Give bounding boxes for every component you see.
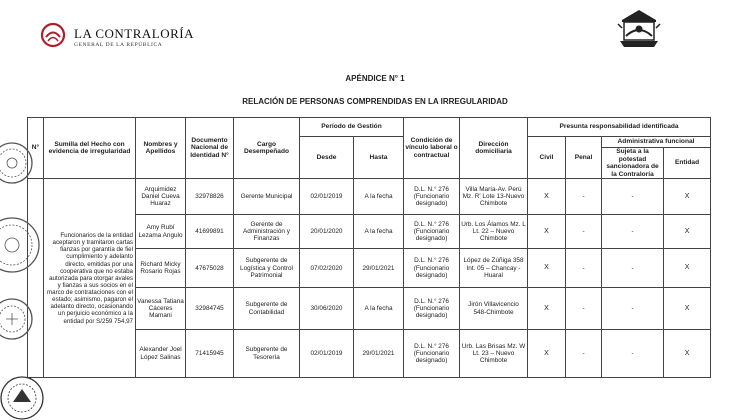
cell-dni: 32978826 [186,179,234,215]
cell-dni: 32984745 [186,288,234,330]
cell-dni: 41699891 [186,215,234,249]
cell-entidad: X [664,288,711,330]
cell-hasta: A la fecha [354,215,404,249]
cell-nombre: Alexander Joel López Salinas [136,330,186,378]
cell-penal: - [566,215,602,249]
cell-direccion: López de Zúñiga 358 Int. 05 – Chancay - Huaral [460,249,528,288]
logo-name: LA CONTRALORÍA [74,26,195,41]
header-cargo: Cargo Desempeñado [234,118,300,179]
header-civil: Civil [528,137,566,179]
logo-subtitle: GENERAL DE LA REPÚBLICA [74,42,163,48]
cell-hasta: 29/01/2021 [354,249,404,288]
cell-desde: 30/06/2020 [300,288,354,330]
table-row [28,179,711,215]
header-sumilla: Sumilla del Hecho con evidencia de irregularidad [44,118,136,179]
header-num: N° [28,118,44,179]
header-administrativa: Administrativa funcional [602,137,711,148]
cell-cargo: Subgerente de Contabilidad [234,288,300,330]
cell-nombre: Richard Micky Rosario Rojas [136,249,186,288]
cell-direccion: Urb. Las Brisas Mz. W Lt. 23 – Nuevo Chimbote [460,330,528,378]
cell-sujeta: - [602,215,664,249]
cell-entidad: X [664,179,711,215]
cell-sujeta: - [602,330,664,378]
header-sujeta: Sujeta a la potestad sancionadora de la Contraloría [602,148,664,179]
header-presunta: Presunta responsabilidad identificada [528,118,711,137]
persons-table [27,117,711,378]
contraloria-emblem-icon [40,22,66,48]
header-condicion: Condición de vínculo laboral o contractual [404,118,460,179]
cell-cargo: Subgerente de Logística y Control Patrimonial [234,249,300,288]
cell-nombre: Amy Rubí Lezama Angulo [136,215,186,249]
cell-penal: - [566,249,602,288]
cell-sujeta: - [602,249,664,288]
cell-entidad: X [664,330,711,378]
header-penal: Penal [566,137,602,179]
cell-desde: 20/01/2020 [300,215,354,249]
cell-penal: - [566,330,602,378]
cell-cargo: Subgerente de Tesorería [234,330,300,378]
cell-condicion: D.L. N.° 276 (Funcionario designado) [404,249,460,288]
cell-dni: 71415945 [186,330,234,378]
cell-penal: - [566,179,602,215]
cell-desde: 02/01/2019 [300,179,354,215]
cell-direccion: Jirón Villavicencio 548-Chimbote [460,288,528,330]
cell-sujeta: - [602,179,664,215]
header-nombres: Nombres y Apellidos [136,118,186,179]
cell-cargo: Gerente de Administración y Finanzas [234,215,300,249]
cell-civil: X [528,330,566,378]
cell-penal: - [566,288,602,330]
cell-nombre: Arquimidez Daniel Cueva Huaraz [136,179,186,215]
header-documento: Documento Nacional de Identidad N° [186,118,234,179]
appendix-title: APÉNDICE N° 1 [345,74,405,83]
cell-entidad: X [664,215,711,249]
header-desde: Desde [300,137,354,179]
cell-cargo: Gerente Municipal [234,179,300,215]
cell-desde: 07/02/2020 [300,249,354,288]
cell-nombre: Vanessa Tatiana Cáceres Mamani [136,288,186,330]
cell-sujeta: - [602,288,664,330]
document-subtitle: RELACIÓN DE PERSONAS COMPRENDIDAS EN LA IRREGULARIDAD [242,97,508,106]
cell-condicion: D.L. N.° 276 (Funcionario designado) [404,215,460,249]
official-stamp [0,140,40,186]
coat-of-arms-icon [616,6,662,50]
cell-civil: X [528,215,566,249]
header-entidad: Entidad [664,148,711,179]
header-direccion: Dirección domiciliaria [460,118,528,179]
cell-dni: 47675028 [186,249,234,288]
official-stamp [0,296,40,342]
cell-civil: X [528,249,566,288]
cell-hasta: A la fecha [354,288,404,330]
cell-entidad: X [664,249,711,288]
cell-hasta: A la fecha [354,179,404,215]
cell-direccion: Villa María-Av. Perú Mz. R' Lote 13-Nuevo Chimbote [460,179,528,215]
official-stamp [0,370,48,420]
cell-civil: X [528,288,566,330]
sumilla-text: Funcionarios de la entidad aceptaron y tramitaron cartas fianzas por garantía de fiel cumplimiento y adelanto directo, emitidas por una cooperativa que no estaba autorizada para otorgar avales y fianzas a sus socios en el marco de contrataciones con el estado; asimismo, pagaron el adelanto directo, ocasionando un perjuicio económico a la entidad por S/259 754,97 [44,179,136,378]
cell-hasta: 29/01/2021 [354,330,404,378]
cell-condicion: D.L. N.° 276 (Funcionario designado) [404,179,460,215]
cell-condicion: D.L. N.° 276 (Funcionario designado) [404,288,460,330]
cell-desde: 02/01/2019 [300,330,354,378]
official-stamp [0,214,40,276]
header-periodo: Período de Gestión [300,118,404,137]
cell-condicion: D.L. N.° 276 (Funcionario designado) [404,330,460,378]
cell-direccion: Urb. Los Álamos Mz. L Lt. 22 – Nuevo Chimbote [460,215,528,249]
cell-civil: X [528,179,566,215]
header-hasta: Hasta [354,137,404,179]
